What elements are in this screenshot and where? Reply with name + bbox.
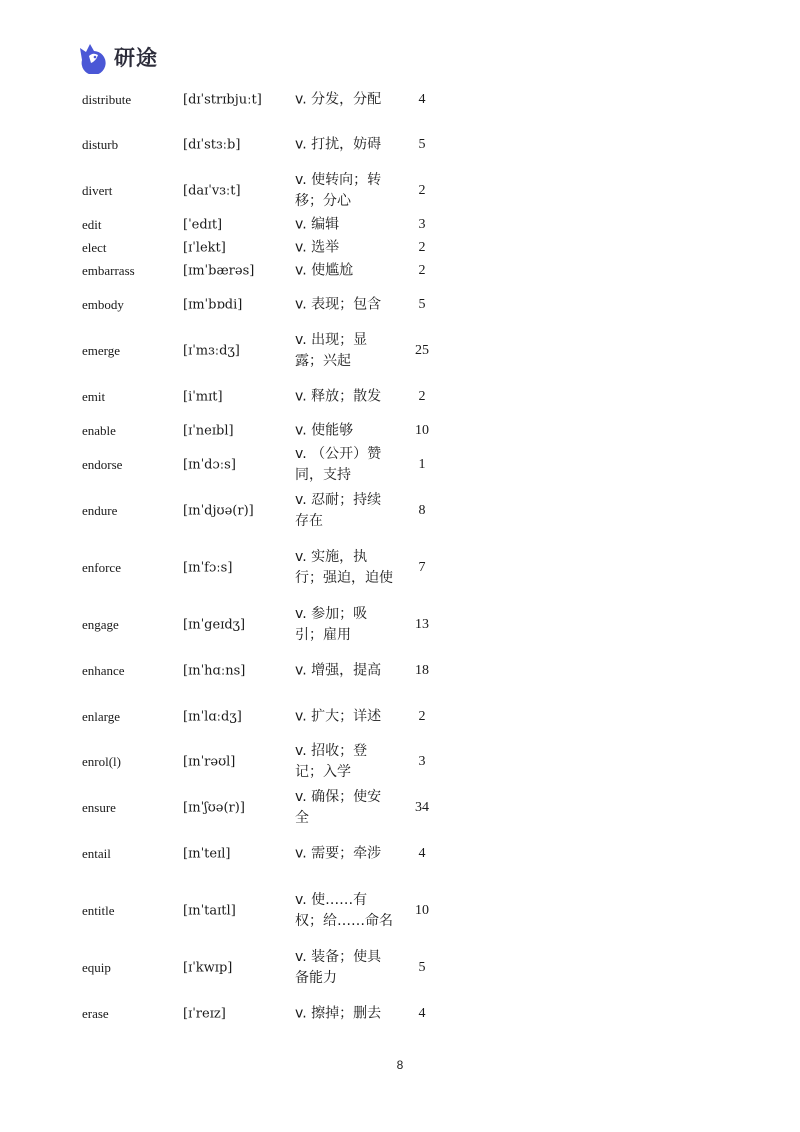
pronunciation-text: [ɪnˈgeɪdʒ] (183, 617, 246, 633)
pronunciation-text: [ɪnˈlɑːdʒ] (183, 709, 242, 725)
word-text: endorse (82, 457, 123, 472)
pronunciation-text: [ɪnˈrəʊl] (183, 754, 236, 770)
pronunciation-text: [ɪnˈteɪl] (183, 846, 231, 862)
word-text: distribute (82, 92, 132, 107)
frequency-count: 3 (418, 217, 426, 232)
pronunciation-text: [dɪˈstrɪbjuːt] (183, 92, 262, 108)
word-text: elect (82, 240, 107, 255)
meaning-text: v. 忍耐；持续存在 (295, 492, 382, 529)
word-text: entail (82, 846, 111, 861)
meaning-text: v. 打扰，妨碍 (295, 136, 382, 153)
meaning-text: v. 扩大；详述 (295, 708, 382, 725)
word-text: engage (82, 617, 119, 632)
meaning-text: v. 装备；使具备能力 (295, 949, 382, 986)
word-text: emerge (82, 343, 121, 358)
frequency-count: 8 (418, 503, 426, 518)
pronunciation-text: [dɪˈstɜːb] (183, 137, 241, 153)
pronunciation-text: [ɪnˈhɑːns] (183, 663, 246, 679)
meaning-text: v. 实施，执行；强迫，迫使 (295, 549, 393, 586)
frequency-count: 2 (418, 709, 426, 724)
pronunciation-text: [ɪˈlekt] (183, 240, 226, 256)
brand-name: 研途 (114, 46, 158, 70)
frequency-count: 2 (418, 183, 426, 198)
meaning-text: v. 参加；吸引；雇用 (295, 606, 368, 643)
meaning-text: v. 确保；使安全 (295, 789, 382, 826)
word-text: enrol(l) (82, 754, 121, 769)
frequency-count: 1 (418, 457, 426, 472)
meaning-text: v. 释放；散发 (295, 388, 382, 405)
frequency-count: 25 (415, 343, 429, 358)
meaning-text: v. 使尴尬 (295, 262, 354, 279)
frequency-count: 18 (415, 663, 429, 678)
pronunciation-text: [ɪˈkwɪp] (183, 960, 233, 976)
word-text: erase (82, 1006, 109, 1021)
meaning-text: v. 使……有权；给……命名 (295, 892, 393, 929)
pronunciation-text: [ˈedɪt] (183, 217, 223, 233)
frequency-count: 2 (418, 240, 426, 255)
pronunciation-text: [iˈmɪt] (183, 389, 223, 405)
pronunciation-text: [ɪmˈbærəs] (183, 263, 255, 279)
word-text: enlarge (82, 709, 121, 724)
frequency-count: 2 (418, 389, 426, 404)
meaning-text: v. 编辑 (295, 216, 340, 233)
word-text: endure (82, 503, 118, 518)
pronunciation-text: [ɪnˈtaɪtl] (183, 903, 236, 919)
frequency-count: 7 (418, 560, 426, 575)
pronunciation-text: [ɪnˈdjʊə(r)] (183, 503, 254, 519)
frequency-count: 5 (418, 297, 426, 312)
meaning-text: v. 选举 (295, 239, 340, 256)
meaning-text: v. （公开）赞同，支持 (295, 446, 382, 483)
meaning-text: v. 招收；登记；入学 (295, 743, 368, 780)
word-text: enforce (82, 560, 121, 575)
frequency-count: 10 (415, 903, 429, 918)
unicorn-logo-icon (76, 40, 110, 74)
frequency-count: 4 (418, 1006, 426, 1021)
meaning-text: v. 使能够 (295, 422, 354, 439)
frequency-count: 4 (418, 846, 426, 861)
frequency-count: 5 (418, 137, 426, 152)
pronunciation-text: [daɪˈvɜːt] (183, 183, 241, 199)
word-text: entitle (82, 903, 115, 918)
meaning-text: v. 出现；显露；兴起 (295, 332, 368, 369)
word-text: ensure (82, 800, 116, 815)
meaning-text: v. 分发，分配 (295, 91, 382, 108)
frequency-count: 34 (415, 800, 429, 815)
pronunciation-text: [ɪnˈfɔːs] (183, 560, 233, 576)
brand-logo (76, 40, 158, 74)
frequency-count: 2 (418, 263, 426, 278)
word-text: embody (82, 297, 124, 312)
word-text: edit (82, 217, 102, 232)
word-text: enable (82, 423, 116, 438)
frequency-count: 4 (418, 92, 426, 107)
word-text: emit (82, 389, 106, 404)
word-text: divert (82, 183, 113, 198)
meaning-text: v. 需要；牵涉 (295, 845, 382, 862)
frequency-count: 3 (418, 754, 426, 769)
pronunciation-text: [ɪˈreɪz] (183, 1006, 226, 1022)
word-text: enhance (82, 663, 125, 678)
frequency-count: 10 (415, 423, 429, 438)
meaning-text: v. 使转向；转移；分心 (295, 172, 382, 209)
word-text: embarrass (82, 263, 135, 278)
frequency-count: 13 (415, 617, 429, 632)
meaning-text: v. 表现；包含 (295, 296, 382, 313)
meaning-text: v. 擦掉；删去 (295, 1005, 382, 1022)
page-number: 8 (396, 1058, 404, 1072)
word-text: disturb (82, 137, 119, 152)
pronunciation-text: [ɪˈmɜːdʒ] (183, 343, 240, 359)
frequency-count: 5 (418, 960, 426, 975)
pronunciation-text: [ɪmˈbɒdi] (183, 297, 243, 313)
pronunciation-text: [ɪˈneɪbl] (183, 423, 234, 439)
meaning-text: v. 增强，提高 (295, 662, 382, 679)
pronunciation-text: [ɪnˈʃʊə(r)] (183, 800, 245, 816)
word-text: equip (82, 960, 111, 975)
pronunciation-text: [ɪnˈdɔːs] (183, 457, 236, 473)
